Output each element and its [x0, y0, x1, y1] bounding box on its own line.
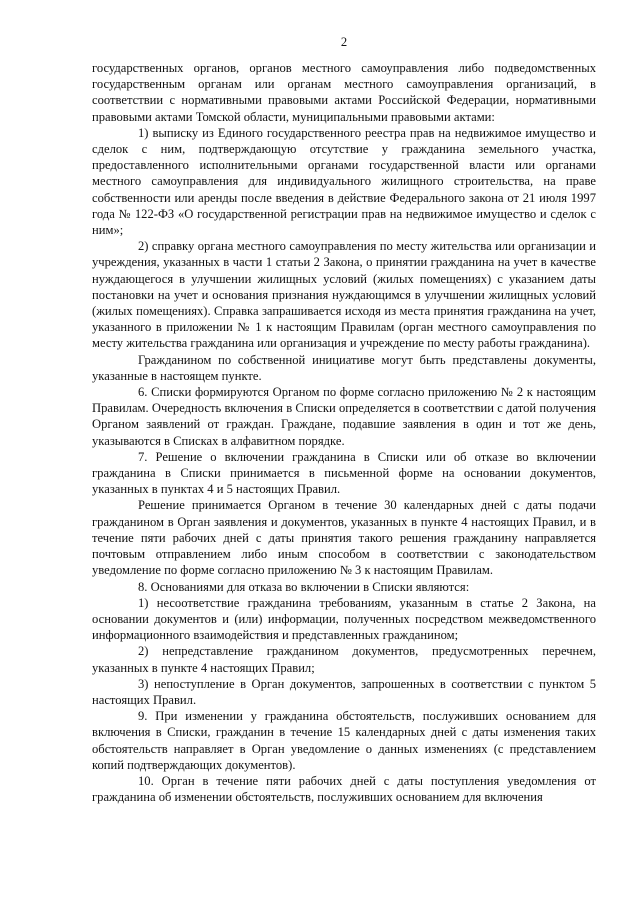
page-number: 2 [340, 35, 348, 49]
paragraph: 2) непредставление гражданином документов, предусмотренных перечнем, указанных в пункте 4 настоящих Правил; [92, 644, 596, 675]
paragraph: 10. Орган в течение пяти рабочих дней с даты поступления уведомления от гражданина об изменении обстоятельств, послуживших основанием для включения [92, 773, 596, 805]
paragraph: 1) выписку из Единого государственного реестра прав на недвижимое имущество и сделок с ним, подтверждающую отсутствие у гражданина земельного участка, предоставленного исполнительными органами государственной власти или органами местного самоуправления для индивидуального жилищного строительства, на праве собственности или аренды после введения в действие Федерального закона от 21 июля 1997 года № 122-ФЗ «О государственной регистрации прав на недвижимое имущество и сделок с ним»; [92, 125, 596, 238]
paragraph: 7. Решение о включении гражданина в Списки или об отказе во включении гражданина в Списки принимается в письменной форме на основании документов, указанных в пунктах 4 и 5 настоящих Правил. [92, 449, 596, 497]
paragraph: государственных органов, органов местного самоуправления либо подведомственных государственным органам или органам местного самоуправления организаций, в соответствии с нормативными правовыми актами Российской Федерации, нормативными правовыми актами Томской области, муниципальными правовыми актами: [92, 61, 596, 124]
paragraph: 2) справку органа местного самоуправления по месту жительства или организации и учреждения, указанных в части 1 статьи 2 Закона, о принятии гражданина на учет в качестве нуждающегося в улучшении жилищных условий (жилых помещениях) с указанием даты постановки на учет и основания признания нуждающимся в улучшении жилищных условий (жилых помещениях). Справка запрашивается исходя из места принятия гражданина на учет, указанного в приложении № 1 к настоящим Правилам (орган местного самоуправления по месту жительства гражданина или организация и учреждение по месту работы гражданина). [92, 239, 596, 351]
paragraph: 3) непоступление в Орган документов, запрошенных в соответствии с пунктом 5 настоящих Правил. [92, 676, 596, 707]
paragraph: 6. Списки формируются Органом по форме согласно приложению № 2 к настоящим Правилам. Очередность включения в Списки определяется в соответствии с датой получения Органом заявлений от граждан. Граждане, подавшие заявления в один и тот же день, указываются в Списках в алфавитном порядке. [92, 385, 596, 448]
document-body [92, 60, 596, 805]
paragraph: 1) несоответствие гражданина требованиям, указанным в статье 2 Закона, на основании документов и (или) информации, полученных посредством межведомственного информационного взаимодействия и представленных гражданином; [92, 595, 596, 643]
paragraph: 8. Основаниями для отказа во включении в Списки являются: [138, 579, 470, 594]
paragraph: Гражданином по собственной инициативе могут быть представлены документы, указанные в настоящем пункте. [92, 352, 596, 383]
paragraph: 9. При изменении у гражданина обстоятельств, послуживших основанием для включения в Списки, гражданин в течение 15 календарных дней с даты изменения таких обстоятельств направляет в Орган уведомление о данных изменениях (с представлением копий подтверждающих документов). [92, 709, 596, 772]
paragraph: Решение принимается Органом в течение 30 календарных дней с даты подачи гражданином в Орган заявления и документов, указанных в пункте 4 настоящих Правил, и в течение пяти рабочих дней с даты принятия такого решения гражданину направляется почтовым отправлением либо иным способом в соответствии с законодательством уведомление по форме согласно приложению № 3 к настоящим Правилам. [92, 498, 596, 578]
